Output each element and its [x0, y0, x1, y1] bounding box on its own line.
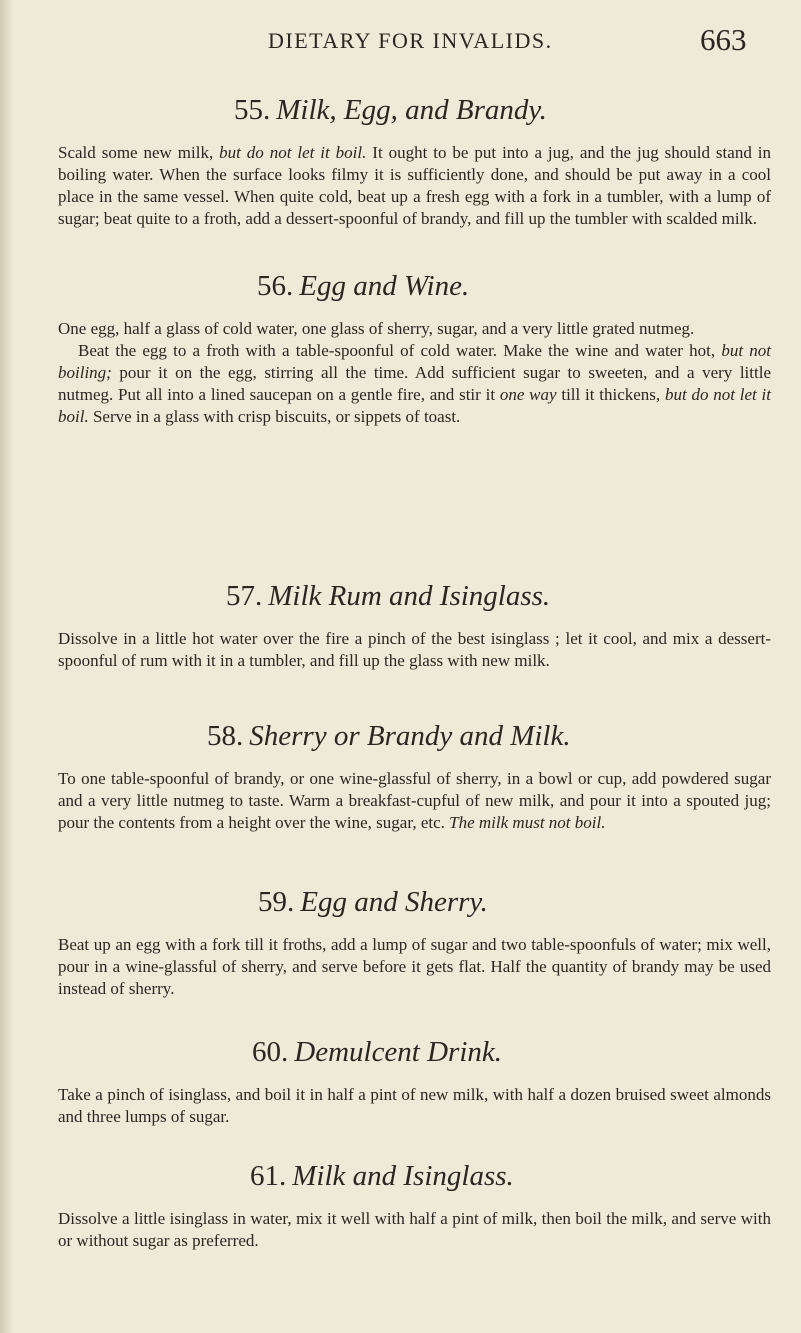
emphasis-text: but not boiling;: [58, 341, 771, 382]
recipe-title: Demulcent Drink.: [294, 1036, 503, 1068]
recipe-heading: [58, 92, 771, 128]
body-text: pour it on the egg, stirring all the time. Add sufficient sugar to sweeten, and a very little nutmeg. Put all into a lined saucepan on a gentle fire, and stir it: [58, 363, 771, 404]
recipe-61: [58, 1158, 771, 1252]
body-text: till it thickens,: [556, 385, 665, 404]
recipe-body: [58, 768, 771, 834]
recipe-57: [58, 578, 771, 672]
recipe-number: 60.: [252, 1036, 289, 1068]
recipe-59: [58, 884, 771, 1000]
recipe-number: 55.: [234, 94, 271, 126]
recipe-body: Beat up an egg with a fork till it froths, add a lump of sugar and two table-spoonfuls of water; mix well, pour in a wine-glassful of sherry, and serve before it gets flat. Half the quantity of brandy may be used instead of sherry.: [58, 935, 771, 998]
body-text: Scald some new milk,: [58, 143, 220, 162]
recipe-heading: [58, 1158, 771, 1194]
page-header: [0, 18, 801, 62]
running-head: DIETARY FOR INVALIDS.: [268, 28, 553, 53]
emphasis-text: one way: [499, 385, 557, 404]
recipe-heading: [58, 578, 771, 614]
recipe-body: Dissolve a little isinglass in water, mix it well with half a pint of milk, then boil the milk, and serve with or without sugar as preferred.: [58, 1209, 771, 1250]
recipe-number: 57.: [226, 580, 263, 612]
recipe-title: Milk, Egg, and Brandy.: [276, 94, 547, 126]
recipe-ingredients: One egg, half a glass of cold water, one glass of sherry, sugar, and a very little grated nutmeg.: [58, 319, 695, 338]
recipe-55: [58, 92, 771, 230]
page-gutter-shadow: [0, 0, 14, 1333]
recipe-title: Egg and Sherry.: [300, 886, 488, 918]
emphasis-text: The milk must not boil.: [449, 813, 606, 832]
recipe-heading: [58, 1034, 771, 1070]
recipe-56: [58, 268, 771, 428]
page-number: 663: [700, 22, 747, 57]
recipe-title: Milk and Isinglass.: [292, 1160, 514, 1192]
body-text: Beat the egg to a froth with a table-spoonful of cold water. Make the wine and water hot,: [78, 341, 722, 360]
recipe-number: 59.: [258, 886, 295, 918]
recipe-number: 58.: [207, 720, 244, 752]
recipe-60: [58, 1034, 771, 1128]
emphasis-text: but do not let it boil.: [219, 143, 367, 162]
recipe-58: [58, 718, 771, 834]
recipe-title: Milk Rum and Isinglass.: [268, 580, 551, 612]
recipe-number: 61.: [250, 1160, 287, 1192]
recipe-body: [58, 340, 771, 428]
recipe-heading: [58, 268, 771, 304]
emphasis-text: but do not let it boil.: [58, 385, 771, 426]
recipe-heading: [58, 718, 771, 754]
recipe-title: Sherry or Brandy and Milk.: [249, 720, 571, 752]
body-text: It ought to be put into a jug, and the jug should stand in boiling water. When the surface looks filmy it is sufficiently done, and should be put away in a cool place in the same vessel. When quite cold, beat up a fresh egg with a fork in a tumbler, with a lump of sugar; beat quite to a froth, add a dessert-spoonful of brandy, and fill up the tumbler with scalded milk.: [58, 143, 771, 228]
recipe-number: 56.: [257, 270, 294, 302]
recipe-body: [58, 142, 771, 230]
body-text: Serve in a glass with crisp biscuits, or sippets of toast.: [88, 407, 461, 426]
recipe-heading: [58, 884, 771, 920]
recipe-body: Take a pinch of isinglass, and boil it in half a pint of new milk, with half a dozen bruised sweet almonds and three lumps of sugar.: [58, 1085, 771, 1126]
recipe-body: Dissolve in a little hot water over the fire a pinch of the best isinglass ; let it cool, and mix a dessert-spoonful of rum with it in a tumbler, and fill up the glass with new milk.: [58, 629, 771, 670]
recipe-title: Egg and Wine.: [299, 270, 470, 302]
body-text: To one table-spoonful of brandy, or one wine-glassful of sherry, in a bowl or cup, add powdered sugar and a very little nutmeg to taste. Warm a breakfast-cupful of new milk, and pour it into a spouted jug; pour the contents from a height over the wine, sugar, etc.: [58, 769, 771, 832]
